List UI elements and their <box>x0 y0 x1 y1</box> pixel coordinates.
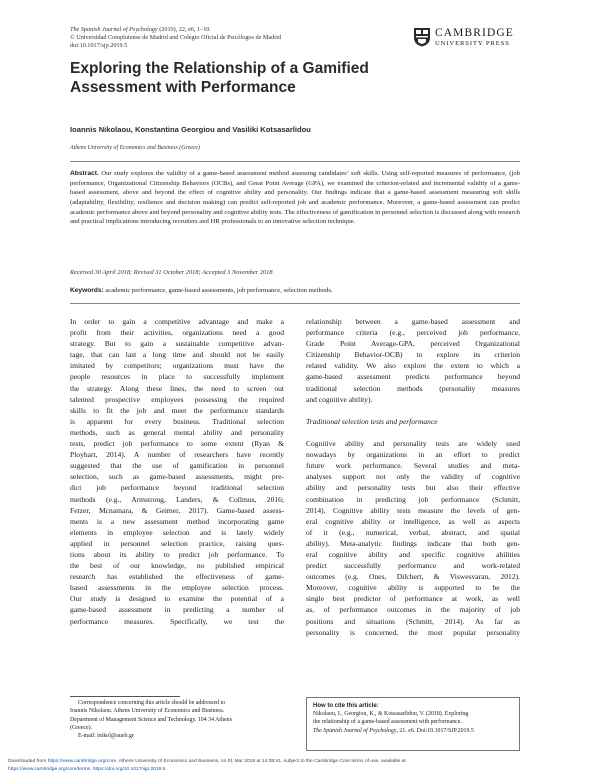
cite-journal: The Spanish Journal of Psychology <box>313 727 397 734</box>
cite-line: Nikolaou, I., Georgiou, K., & Kotsasarlidou, V. (2018). Exploring <box>313 711 469 718</box>
correspondence-line: (Greece). <box>70 724 93 731</box>
paragraph-gap <box>306 427 520 438</box>
body-line: eral cognitive ability or intelligence, as well as aspects <box>306 516 520 526</box>
body-line: the best of our knowledge, no published empirical <box>70 561 284 571</box>
cite-line <box>313 727 513 735</box>
body-line: 2014). Cognitive ability tests measure the levels of gen- <box>306 505 520 515</box>
doi-line: doi:10.1017/sjp.2019.5 <box>70 42 128 49</box>
journal-issue: (2019), 22, e6, 1–10. <box>157 26 211 33</box>
abstract-bottom-rule <box>70 303 520 304</box>
body-line: Our study is designed to examine the potential of a <box>70 594 284 604</box>
body-line: and cognitive ability). <box>306 394 373 404</box>
correspondence-line: Department of Management Science and Technology. 104 34 Athens <box>70 716 232 723</box>
body-line: analyses support not only the validity of cognitive <box>306 472 520 482</box>
correspondence-note <box>70 699 288 740</box>
cambridge-logo <box>413 27 521 49</box>
body-line: related validity. We also explore the extent to which a <box>306 361 520 371</box>
body-line: traditional selection methods (personality measures <box>306 383 520 393</box>
body-line: dict job performance beyond traditional selection <box>70 483 284 493</box>
body-line: research has established the effectiveness of game- <box>70 572 284 582</box>
abstract-top-rule <box>70 161 520 162</box>
footer-line <box>8 758 589 766</box>
body-line: ments is a new assessment method incorporating game <box>70 516 284 526</box>
body-line: performance criteria (e.g., perceived job performance, <box>306 328 520 338</box>
body-line: Fetzer, Mcnamara, & Geimer, 2017). Game-based assess- <box>70 505 284 515</box>
body-line: Citizenship Behavior-OCB) to explore its criterion <box>306 350 520 360</box>
correspondence-email: E-mail: inikol@aueb.gr <box>78 733 134 740</box>
abstract <box>70 169 520 227</box>
body-line: combination in predicting job performance (Schmitt, <box>306 494 520 504</box>
body-line: ability). Meta-analytic findings indicate that both gen- <box>306 538 520 548</box>
body-line: based assessments in the employee selection process. <box>70 583 284 593</box>
footer-line <box>8 766 589 774</box>
abstract-text: Our study explores the validity of a game-based assessment method assessing candidates’ soft skills. Using self-reported measures of performance, (job performance, Organizational Citizenship Behaviors (OCBs), and Great Point Average (GPA), we examined the criterion-related and incremental validity of a game-based assessment, above and beyond the effect of cognitive ability and personality. Our findings indicate that a game-based assessment measuring soft skills (adaptability, flexibility, resilience and decision making) can predict self-reported job and academic performance. Moreover, a game-based assessment can predict academic performance above and beyond personality and cognitive ability tests. The effectiveness of gamification in personnel selection is discussed along with research and practical implications introducing recruiters and HR professionals to an innovative selection technique. <box>70 170 520 226</box>
body-column-left <box>70 316 284 627</box>
journal-header <box>70 26 281 50</box>
body-line: game-based assessment in predicting a number of <box>70 605 284 615</box>
body-line: game-based assessment predicts performance beyond <box>306 372 520 382</box>
body-line: methods (e.g., Armstrong, Landers, & Collmus, 2016; <box>70 494 284 504</box>
footer-text: . Athens University of Economics and Business, on 01 Mar 2019 at 14:08:41, subject to the Cambridge Core terms of use, available at <box>116 759 406 764</box>
copyright-line: © Universidad Complutense de Madrid and Colegio Oficial de Psicólogos de Madrid <box>70 34 282 41</box>
body-line: applied in personnel selection practice, raising ques- <box>70 538 284 548</box>
paragraph-gap <box>306 405 520 416</box>
body-line: personality is concerned, the most popular personality <box>306 627 520 637</box>
body-line: elements in employee selection and is lately widely <box>70 527 284 537</box>
body-line: imitated by competitors; organizations must have the <box>70 361 284 371</box>
journal-citation-line <box>70 26 281 34</box>
body-line: single best predictor of performance at work, as well <box>306 594 520 604</box>
body-line: Cognitive ability and personality tests are widely used <box>306 439 520 449</box>
body-line: methods, such as general mental ability and personality <box>70 427 284 437</box>
correspondence-line: Ioannis Nikolaou. Athens University of Economics and Business. <box>70 708 225 715</box>
body-line: outcomes (e.g. Ones, Dilchert, & Viswesvaran, 2012). <box>306 572 520 582</box>
body-line: Grade Point Average-GPA, perceived Organizational <box>306 339 520 349</box>
cite-details: , 21. e6. Doi:10.1017/SJP.2019.5 <box>396 727 474 734</box>
footnote-rule <box>70 696 180 697</box>
body-line: tions about its ability to predict job performance. To <box>70 549 284 559</box>
footer-text: Downloaded from <box>8 759 48 764</box>
body-line: In order to gain a competitive advantage and make a <box>70 317 284 326</box>
terms-link[interactable]: https://www.cambridge.org/core/terms <box>8 766 91 772</box>
body-line: as, of performance outcomes in the majority of job <box>306 605 520 615</box>
body-line: tage, that can last a long time and should not be easily <box>70 350 284 360</box>
cite-line: the relationship of a game-based assessment with performance. <box>313 719 462 726</box>
publisher-name: CAMBRIDGE <box>435 27 514 39</box>
body-line: tests, predict job performance to some extent (Ryan & <box>70 439 284 449</box>
body-line: selection, such as game-based assessments, might pre- <box>70 472 284 482</box>
journal-name: The Spanish Journal of Psychology <box>70 26 158 33</box>
publisher-subname: UNIVERSITY PRESS <box>435 40 510 47</box>
body-line: talented prospective employees possessing the required <box>70 394 284 404</box>
body-line: the strategy. Along these lines, the need to screen out <box>70 383 284 393</box>
abstract-label: Abstract. <box>70 170 99 177</box>
body-line: people resources in place to successfully implement <box>70 372 284 382</box>
body-line: strategy. But to gain a sustainable competitive advan- <box>70 339 284 349</box>
body-line: positions and situations (Schmitt, 2014). As far as <box>306 616 520 626</box>
section-heading: Traditional selection tests and performance <box>306 416 438 426</box>
body-line: Moreover, cognitive ability is supported to be the <box>306 583 520 593</box>
body-line: Ployhart, 2014). A number of researchers have recently <box>70 450 284 460</box>
download-footer <box>0 758 589 773</box>
article-authors: Ioannis Nikolaou, Konstantina Georgiou and Vasiliki Kotsasarlidou <box>70 125 311 134</box>
body-line: relationship between a game-based assessment and <box>306 317 520 326</box>
cambridge-core-link[interactable]: https://www.cambridge.org/core <box>47 759 117 764</box>
body-line: future work performance. Several studies and meta- <box>306 461 520 471</box>
keywords-label: Keywords: <box>70 287 104 294</box>
body-column-right <box>306 316 520 638</box>
author-affiliation: Athens University of Economics and Business (Greece) <box>70 145 200 151</box>
how-to-cite-box <box>306 697 520 751</box>
body-line: predict successfully performance and work-related <box>306 561 520 571</box>
body-line: of it (e.g., numerical, verbal, abstract, and spatial <box>306 527 520 537</box>
body-line: skills to fit the job and meet the performance standards <box>70 405 284 415</box>
footer-text: . <box>90 766 93 772</box>
cite-heading: How to cite this article: <box>313 703 379 709</box>
keywords-text: academic performance, game-based assessments, job performance, selection methods. <box>103 287 333 294</box>
body-line: suggested that the use of gamification in personnel <box>70 461 284 471</box>
keywords <box>70 287 333 294</box>
body-line: is apparent for every business. Traditional selection <box>70 416 284 426</box>
cambridge-shield-icon <box>413 27 431 47</box>
body-line: ability and personality tests but also their effective <box>306 483 520 493</box>
body-line: performance measures. Specifically, we test the <box>70 616 284 626</box>
correspondence-line: Correspondence concerning this article should be addressed to <box>78 700 226 706</box>
article-title: Exploring the Relationship of a Gamified Assessment with Performance <box>70 60 369 96</box>
doi-link[interactable]: https://doi.org/10.1017/sjp.2019.5 <box>92 766 166 772</box>
body-line: profit from their activities, organizations need a good <box>70 328 284 338</box>
body-line: eral cognitive ability and specific cognitive abilities <box>306 549 520 559</box>
body-line: nowadays by organizations in an effort to predict <box>306 450 520 460</box>
received-dates: Received 30 April 2018; Revised 31 October 2018; Accepted 3 November 2018 <box>70 269 273 276</box>
